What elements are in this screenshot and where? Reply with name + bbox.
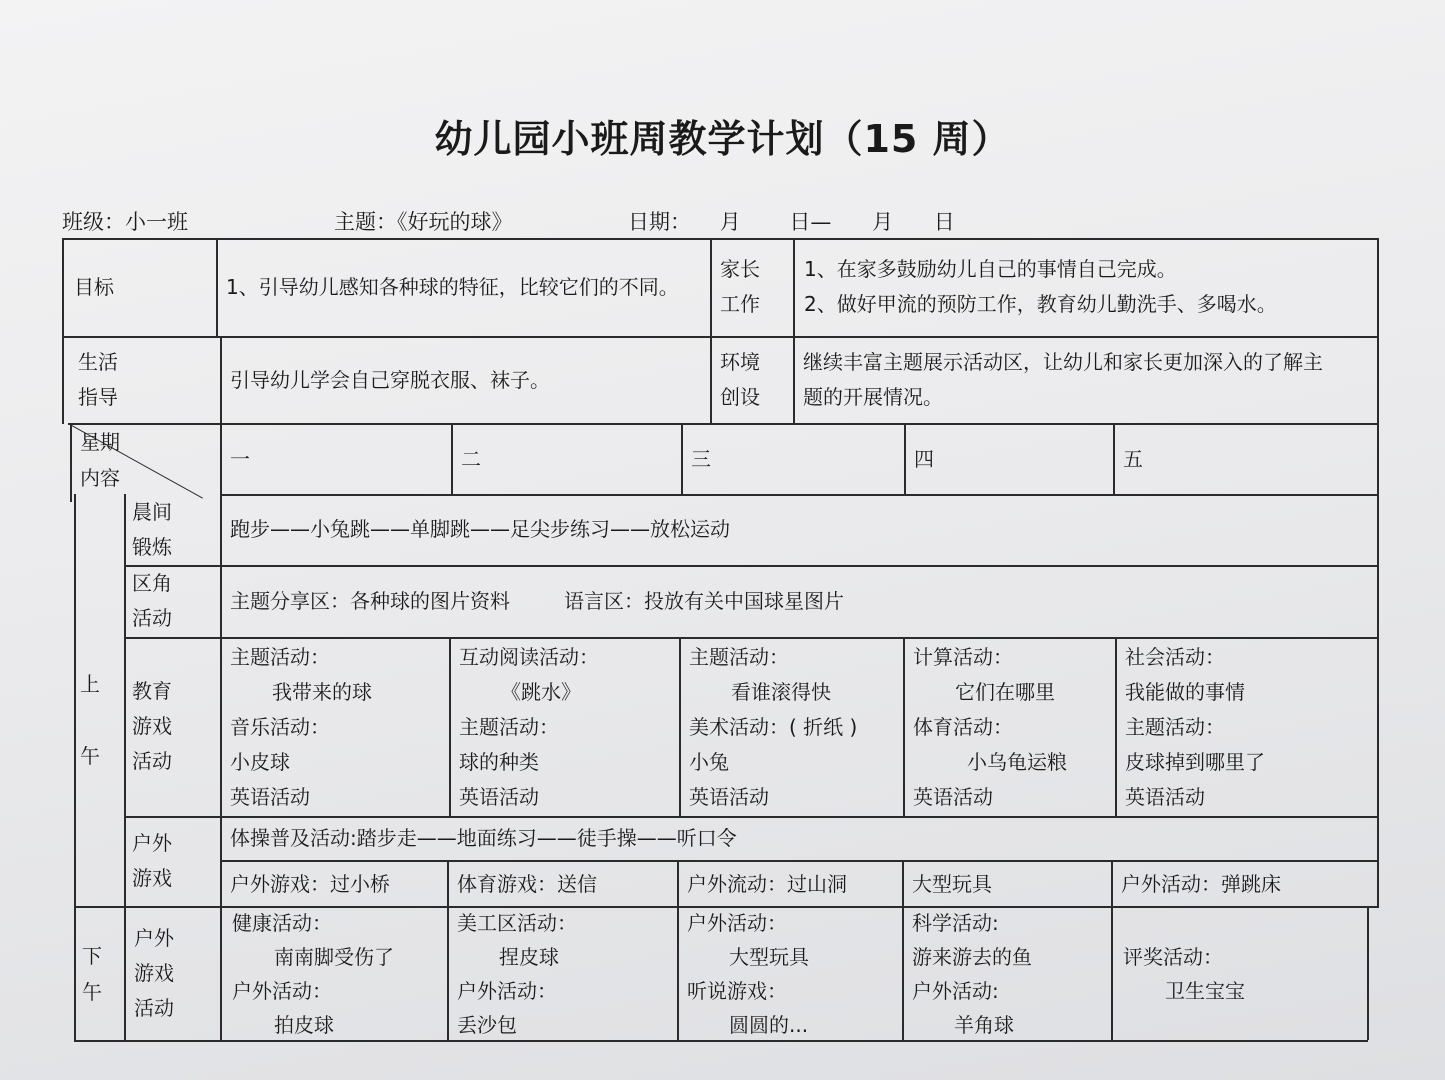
afternoon-cell-wednesday	[679, 906, 902, 1042]
afternoon-line: 科学活动:	[912, 911, 999, 935]
afternoon-cell-monday	[224, 906, 447, 1042]
parent-work-text	[796, 238, 1376, 336]
day-label: 二	[461, 446, 481, 471]
morning-label-1: 上	[80, 672, 100, 696]
education-line: 体育活动：	[913, 715, 1013, 739]
date-day-end: 日	[933, 210, 955, 234]
outdoor-activity: 体育游戏：送信	[457, 871, 597, 896]
theme-field: 主题：《好玩的球》	[334, 210, 513, 234]
date-month-start: 月	[719, 210, 741, 234]
life-text	[222, 336, 710, 424]
afternoon-line: 户外活动：	[232, 979, 332, 1003]
parent-work-line-2: 2、做好甲流的预防工作，教育幼儿勤洗手、多喝水。	[804, 292, 1277, 316]
education-cell-monday	[222, 640, 449, 815]
afternoon-label	[76, 938, 124, 1010]
education-cell-friday	[1117, 640, 1377, 815]
education-label	[124, 637, 220, 816]
page-title: 幼儿园小班周教学计划（15 周）	[434, 117, 1011, 161]
day-label: 五	[1123, 446, 1143, 471]
education-line: 主题活动：	[459, 715, 559, 739]
exercise-text	[222, 494, 1377, 565]
gym-text	[222, 816, 1377, 860]
outdoor-label	[124, 816, 220, 906]
life-label-2: 指导	[78, 385, 118, 409]
corner-activity-label-2: 活动	[132, 606, 172, 630]
corner-bottom-label: 内容	[80, 466, 120, 490]
outdoor-cell-tuesday	[449, 862, 677, 906]
outdoor-cell-thursday	[904, 862, 1111, 906]
education-line: 小皮球	[230, 750, 290, 774]
afternoon-line: 游来游去的鱼	[912, 945, 1032, 969]
gym-text-value: 体操普及活动:踏步走——地面练习——徒手操——听口令	[230, 825, 737, 850]
corner-activity-language: 语言区：投放有关中国球星图片	[564, 588, 844, 613]
education-line: 英语活动	[1125, 785, 1205, 809]
morning-label-2: 午	[80, 744, 100, 768]
corner-activity-theme: 主题分享区：各种球的图片资料	[230, 588, 510, 613]
education-line: 看谁滚得快	[731, 680, 831, 704]
environment-line-2: 题的开展情况。	[803, 385, 943, 409]
date-month-end: 月	[872, 210, 894, 234]
education-line: 英语活动	[230, 785, 310, 809]
outdoor-activity: 大型玩具	[912, 871, 992, 896]
education-cell-tuesday	[451, 640, 679, 815]
education-line: 社会活动：	[1125, 645, 1225, 669]
goal-text-value: 1、引导幼儿感知各种球的特征，比较它们的不同。	[226, 274, 679, 299]
education-line: 互动阅读活动：	[459, 645, 599, 669]
life-text-value: 引导幼儿学会自己穿脱衣服、袜子。	[230, 367, 550, 392]
education-line: 球的种类	[459, 750, 539, 774]
afternoon-line: 户外活动：	[687, 911, 787, 935]
education-line: 小乌龟运粮	[967, 750, 1067, 774]
outdoor-label-1: 户外	[132, 831, 172, 855]
education-line: 小兔	[689, 750, 729, 774]
education-line: 英语活动	[689, 785, 769, 809]
life-label-1: 生活	[78, 350, 118, 374]
afternoon-line: 拍皮球	[274, 1013, 334, 1037]
afternoon-activity-label-1: 户外	[134, 925, 174, 950]
afternoon-activity-label-2: 游戏	[134, 960, 174, 985]
day-header-4	[906, 424, 1113, 494]
afternoon-line: 南南脚受伤了	[274, 945, 394, 969]
afternoon-line: 卫生宝宝	[1165, 979, 1245, 1003]
class-field: 班级：小一班	[62, 210, 188, 234]
education-line: 主题活动：	[689, 645, 789, 669]
corner-top-label: 星期	[80, 430, 120, 454]
afternoon-cell-friday	[1115, 940, 1365, 1008]
goal-label-text: 目标	[74, 274, 114, 299]
exercise-label-1: 晨间	[132, 499, 172, 524]
education-line: 它们在哪里	[955, 680, 1055, 704]
exercise-label	[124, 494, 220, 565]
environment-text	[795, 336, 1377, 424]
date-field	[628, 206, 955, 236]
corner-activity-label	[124, 565, 220, 637]
afternoon-line: 捏皮球	[499, 945, 559, 969]
corner-header	[72, 424, 128, 496]
afternoon-line: 评奖活动：	[1123, 945, 1223, 969]
parent-work-line-1: 1、在家多鼓励幼儿自己的事情自己完成。	[804, 257, 1177, 281]
life-label	[70, 336, 220, 424]
outdoor-activity: 户外游戏：过小桥	[230, 871, 390, 896]
environment-line-1: 继续丰富主题展示活动区，让幼儿和家长更加深入的了解主	[803, 350, 1323, 374]
education-label-3: 活动	[132, 749, 172, 773]
education-line: 《跳水》	[501, 680, 581, 704]
exercise-text-value: 跑步——小兔跳——单脚跳——足尖步练习——放松运动	[230, 517, 730, 541]
outdoor-cell-friday	[1113, 862, 1377, 906]
afternoon-label-1: 下	[82, 944, 102, 968]
afternoon-activity-label-3: 活动	[134, 995, 174, 1020]
date-day-start: 日—	[789, 210, 832, 234]
exercise-label-2: 锻炼	[132, 534, 172, 559]
afternoon-activity-label	[126, 906, 220, 1040]
parent-work-label-2: 工作	[720, 292, 760, 316]
outdoor-cell-wednesday	[679, 862, 902, 906]
corner-activity-line	[230, 584, 1369, 619]
afternoon-cell-tuesday	[449, 906, 677, 1042]
day-header-2	[453, 424, 681, 494]
environment-label-2: 创设	[720, 385, 760, 409]
day-label: 一	[230, 446, 250, 471]
education-cell-thursday	[905, 640, 1115, 815]
afternoon-line: 羊角球	[954, 1013, 1014, 1037]
day-label: 四	[914, 446, 934, 471]
afternoon-line: 户外活动：	[457, 979, 557, 1003]
afternoon-line: 圆圆的...	[729, 1013, 809, 1037]
day-label: 三	[691, 446, 711, 471]
day-header-3	[683, 424, 904, 494]
education-line: 英语活动	[913, 785, 993, 809]
education-line: 我能做的事情	[1125, 680, 1245, 704]
afternoon-line: 健康活动：	[232, 911, 332, 935]
education-line: 英语活动	[459, 785, 539, 809]
education-label-1: 教育	[132, 679, 172, 703]
outdoor-activity: 户外活动：弹跳床	[1121, 871, 1281, 896]
goal-text	[218, 238, 710, 336]
afternoon-line: 大型玩具	[729, 945, 809, 969]
outdoor-activity: 户外流动：过山洞	[687, 871, 847, 896]
education-line: 美术活动：( 折纸 )	[689, 715, 858, 739]
afternoon-label-2: 午	[82, 980, 102, 1004]
education-line: 我带来的球	[272, 680, 372, 704]
afternoon-line: 听说游戏：	[687, 979, 787, 1003]
outdoor-label-2: 游戏	[132, 866, 172, 890]
education-line: 皮球掉到哪里了	[1125, 750, 1265, 774]
corner-activity-text	[222, 565, 1377, 637]
day-header-5	[1115, 424, 1377, 494]
education-line: 主题活动：	[230, 645, 330, 669]
afternoon-line: 美工区活动：	[457, 911, 577, 935]
afternoon-cell-thursday	[904, 906, 1111, 1042]
afternoon-line: 丢沙包	[457, 1013, 517, 1037]
goal-label	[66, 238, 216, 336]
education-line: 主题活动：	[1125, 715, 1225, 739]
parent-work-label-1: 家长	[720, 257, 760, 281]
parent-work-label	[712, 238, 792, 336]
date-label: 日期：	[628, 210, 691, 234]
environment-label	[712, 336, 792, 424]
education-label-2: 游戏	[132, 714, 172, 738]
education-cell-wednesday	[681, 640, 903, 815]
education-line: 音乐活动：	[230, 715, 330, 739]
education-line: 计算活动：	[913, 645, 1013, 669]
afternoon-line: 户外活动:	[912, 979, 999, 1003]
day-header-1	[222, 424, 451, 494]
corner-activity-label-1: 区角	[132, 571, 172, 595]
outdoor-cell-monday	[222, 862, 447, 906]
environment-label-1: 环境	[720, 350, 760, 374]
morning-label	[74, 648, 124, 792]
